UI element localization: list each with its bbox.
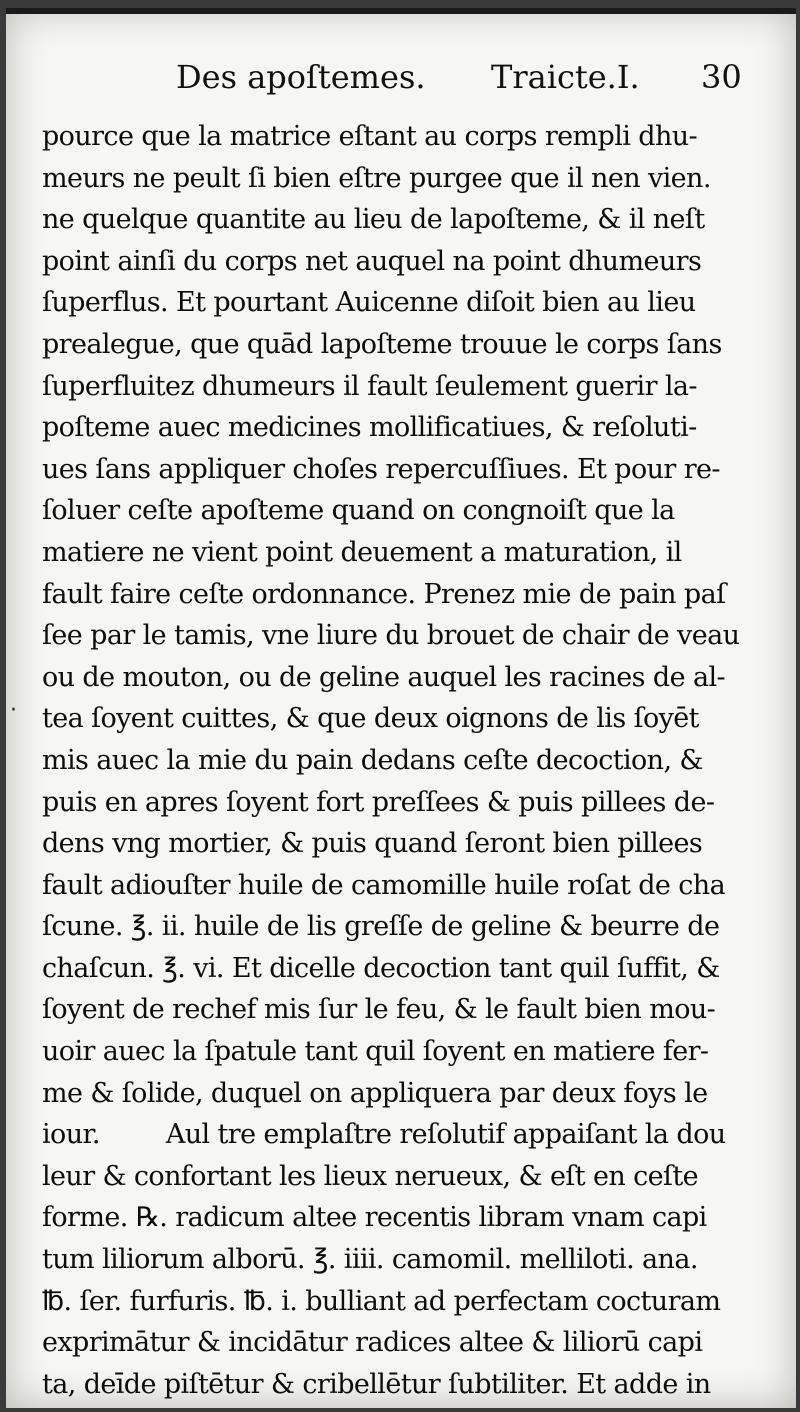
text-line-new-paragraph: Aul tre emplaſtre reſolutif appaiſant la dou bbox=[165, 1119, 726, 1151]
text-line: ſuperflus. Et pourtant Auicenne diſoit bien au lieu bbox=[42, 287, 696, 319]
margin-dot: · bbox=[10, 698, 17, 723]
text-line: ſcune. ℥. ii. huile de lis greſſe de geline & beurre de bbox=[42, 911, 720, 943]
text-line: chaſcun. ℥. vi. Et dicelle decoction tant quil ſuffit, & bbox=[42, 952, 720, 984]
text-line: tum liliorum alborū. ℥. iiii. camomil. melliloti. ana. bbox=[42, 1244, 698, 1276]
text-line: pource que la matrice eſtant au corps rempli dhu- bbox=[42, 121, 698, 152]
text-line: ta, deīde piſtētur & cribellētur ſubtiliter. Et adde in bbox=[42, 1368, 711, 1400]
book-page bbox=[6, 8, 796, 1408]
text-line: me & ſolide, duquel on appliquera par deux foys le bbox=[42, 1077, 708, 1109]
text-line: forme. ℞. radicum altee recentis libram vnam capi bbox=[42, 1202, 707, 1234]
text-line: ſoluer ceſte apoſteme quand on congnoiſt que la bbox=[42, 495, 675, 527]
text-line: fault faire ceſte ordonnance. Prenez mie de pain paſ bbox=[42, 578, 726, 610]
text-line: ſoyent de rechef mis ſur le feu, & le fault bien mou- bbox=[42, 994, 716, 1026]
text-line: prealegue, que quād lapoſteme trouue le corps ſans bbox=[42, 328, 722, 360]
running-head-title: Des apoſtemes. bbox=[176, 58, 426, 96]
text-line: ou de mouton, ou de geline auquel les racines de al- bbox=[42, 661, 726, 693]
text-line: tea ſoyent cuittes, & que deux oignons de lis ſoyēt bbox=[42, 703, 699, 735]
text-line: uoir auec la ſpatule tant quil ſoyent en matiere fer- bbox=[42, 1036, 709, 1068]
text-line-end: iour. bbox=[42, 1119, 100, 1151]
text-line: point ainſi du corps net auquel na point dhumeurs bbox=[42, 245, 702, 277]
text-line: mis auec la mie du pain dedans ceſte decoction, & bbox=[42, 744, 703, 776]
text-line: fault adiouſter huile de camomille huile roſat de cha bbox=[42, 869, 726, 901]
text-line: ſee par le tamis, vne liure du brouet de chair de veau bbox=[42, 620, 740, 652]
page-number: 30 bbox=[701, 58, 742, 96]
text-line: matiere ne vient point deuement a maturation, il bbox=[42, 536, 682, 568]
running-head bbox=[176, 58, 756, 106]
text-line: meurs ne peult ſi bien eſtre purgee que il nen vien. bbox=[42, 162, 711, 194]
body-text bbox=[42, 116, 767, 1405]
text-line: dens vng mortier, & puis quand ſeront bien pillees bbox=[42, 828, 703, 860]
text-line: ℔. ſer. furfuris. ℔. i. bulliant ad perfectam cocturam bbox=[42, 1285, 721, 1317]
text-line: exprimātur & incidātur radices altee & liliorū capi bbox=[42, 1327, 703, 1359]
text-line: leur & confortant les lieux nerueux, & eſt en ceſte bbox=[42, 1160, 699, 1192]
text-line: poſteme auec medicines mollificatiues, & reſoluti- bbox=[42, 412, 697, 444]
text-line: ſuperfluitez dhumeurs il fault ſeulement guerir la- bbox=[42, 370, 697, 402]
text-line: ne quelque quantite au lieu de lapoſteme, & il neſt bbox=[42, 204, 705, 236]
running-head-section: Traicte.I. bbox=[491, 58, 640, 96]
text-line-paragraph-break bbox=[42, 1114, 767, 1156]
page-top-edge bbox=[6, 8, 796, 14]
text-line: ues ſans appliquer choſes repercuſſiues. Et pour re- bbox=[42, 453, 720, 485]
text-line: puis en apres ſoyent fort preſſees & puis pillees de- bbox=[42, 786, 715, 818]
